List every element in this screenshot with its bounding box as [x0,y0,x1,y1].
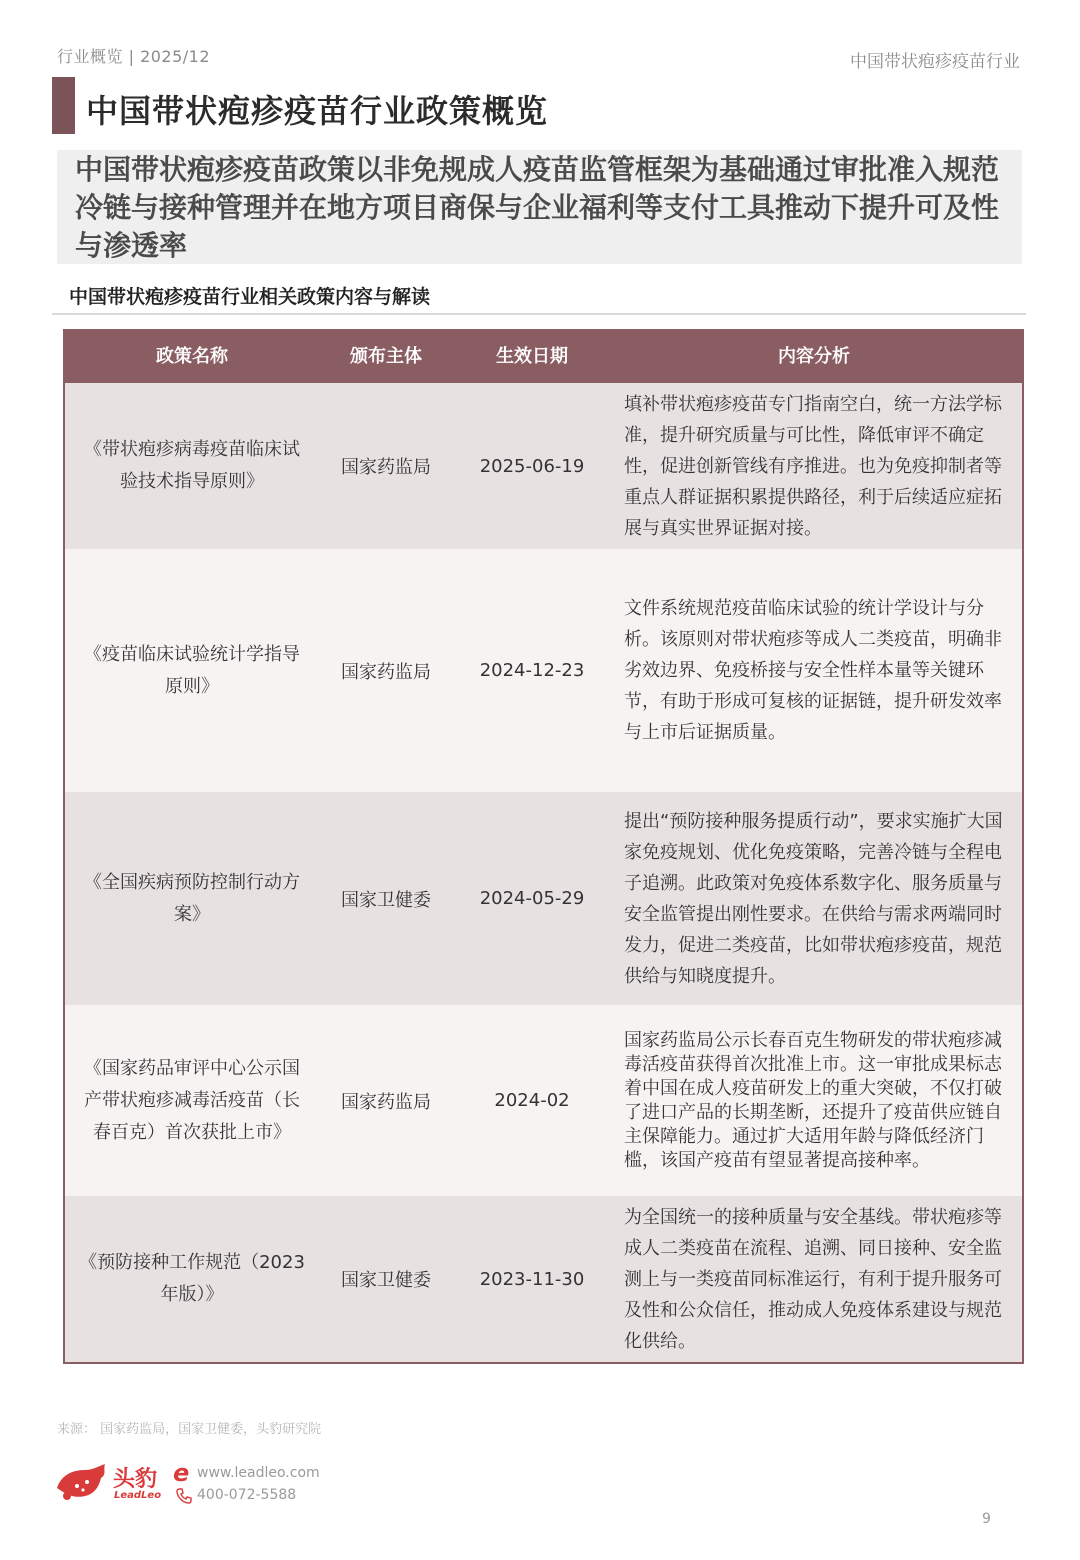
page-title: 中国带状疱疹疫苗行业政策概览 [86,92,549,130]
policy-analysis: 填补带状疱疹疫苗专门指南空白，统一方法学标准，提升研究质量与可比性，降低审评不确定性，促进创新管线有序推进。也为免疫抑制者等重点人群证据积累提供路径，利于后续适应症拓展与真实世界证据对接。 [624,393,1002,539]
logo-chinese-name: 头豹 [113,1467,158,1492]
logo-e-mark: e [173,1459,190,1487]
policy-issuer: 国家卫健委 [341,889,431,911]
policy-name: 《疫苗临床试验统计学指导原则》 [84,643,300,697]
phone-icon [175,1487,193,1505]
policy-issuer: 国家药监局 [341,661,431,683]
section-divider [52,313,1026,315]
policy-date: 2023-11-30 [479,1268,585,1290]
title-accent-bar [52,77,75,134]
policy-issuer: 国家卫健委 [341,1270,431,1291]
header-section-date: 行业概览 | 2025/12 [57,47,211,66]
logo-english-name: LeadLeo [114,1490,162,1501]
table-row [65,549,1022,792]
policy-date: 2024-02 [494,1090,570,1111]
policy-analysis: 国家药监局公示长春百克生物研发的带状疱疹减毒活疫苗获得首次批准上市。这一审批成果标志着中国在成人疫苗研发上的重大突破，不仅打破了进口产品的长期垄断，还提升了疫苗供应链自主保障能力。通过扩大适用年龄与降低经济门槛，该国产疫苗有望显著提高接种率。 [624,1029,1002,1171]
table-row [65,792,1022,1005]
policy-issuer: 国家药监局 [341,1091,431,1113]
table-row [65,1196,1022,1362]
policy-name: 《带状疱疹病毒疫苗临床试验技术指导原则》 [84,439,300,492]
policy-table [63,329,1024,1364]
policy-name: 《预防接种工作规范（2023年版）》 [79,1252,305,1305]
policy-analysis: 为全国统一的接种质量与安全基线。带状疱疹等成人二类疫苗在流程、追溯、同日接种、安全监测上与一类疫苗同标准运行，有利于提升服务可及性和公众信任，推动成人免疫体系建设与规范化供给。 [624,1206,1002,1352]
header-policy-name: 政策名称 [156,346,228,367]
header-effective-date: 生效日期 [496,346,568,367]
header-issuer: 颁布主体 [350,346,422,367]
page-number: 9 [982,1511,991,1527]
website-link[interactable]: www.leadleo.com [197,1465,320,1481]
header-analysis: 内容分析 [778,346,850,367]
policy-name: 《全国疾病预防控制行动方案》 [84,871,300,925]
source-note: 来源： 国家药监局，国家卫健委，头豹研究院 [57,1422,322,1437]
policy-analysis: 文件系统规范疫苗临床试验的统计学设计与分析。该原则对带状疱疹等成人二类疫苗，明确非劣效边界、免疫桥接与安全性样本量等关键环节，有助于形成可复核的证据链，提升研发效率与上市后证据质量。 [624,598,1002,743]
section-title: 中国带状疱疹疫苗行业相关政策内容与解读 [69,286,431,308]
table-header [65,331,1022,383]
summary-text: 中国带状疱疹疫苗政策以非免规成人疫苗监管框架为基础通过审批准入规范冷链与接种管理并在地方项目商保与企业福利等支付工具推动下提升可及性与渗透率 [75,153,1000,262]
summary-box [57,150,1022,264]
header-report-name: 中国带状疱疹疫苗行业 [850,52,1020,72]
policy-name: 《国家药品审评中心公示国产带状疱疹减毒活疫苗（长春百克）首次获批上市》 [84,1057,300,1143]
policy-date: 2024-12-23 [479,660,585,681]
policy-date: 2025-06-19 [479,455,585,477]
table-row [65,383,1022,549]
table-row [65,1005,1022,1196]
phone-number: 400-072-5588 [197,1487,297,1503]
policy-issuer: 国家药监局 [341,457,431,478]
policy-date: 2024-05-29 [479,888,585,909]
leopard-logo-icon [55,1462,109,1502]
policy-analysis: 提出“预防接种服务提质行动”，要求实施扩大国家免疫规划、优化免疫策略，完善冷链与全程电子追溯。此政策对免疫体系数字化、服务质量与安全监管提出刚性要求。在供给与需求两端同时发力，促进二类疫苗，比如带状疱疹疫苗，规范供给与知晓度提升。 [624,810,1003,987]
